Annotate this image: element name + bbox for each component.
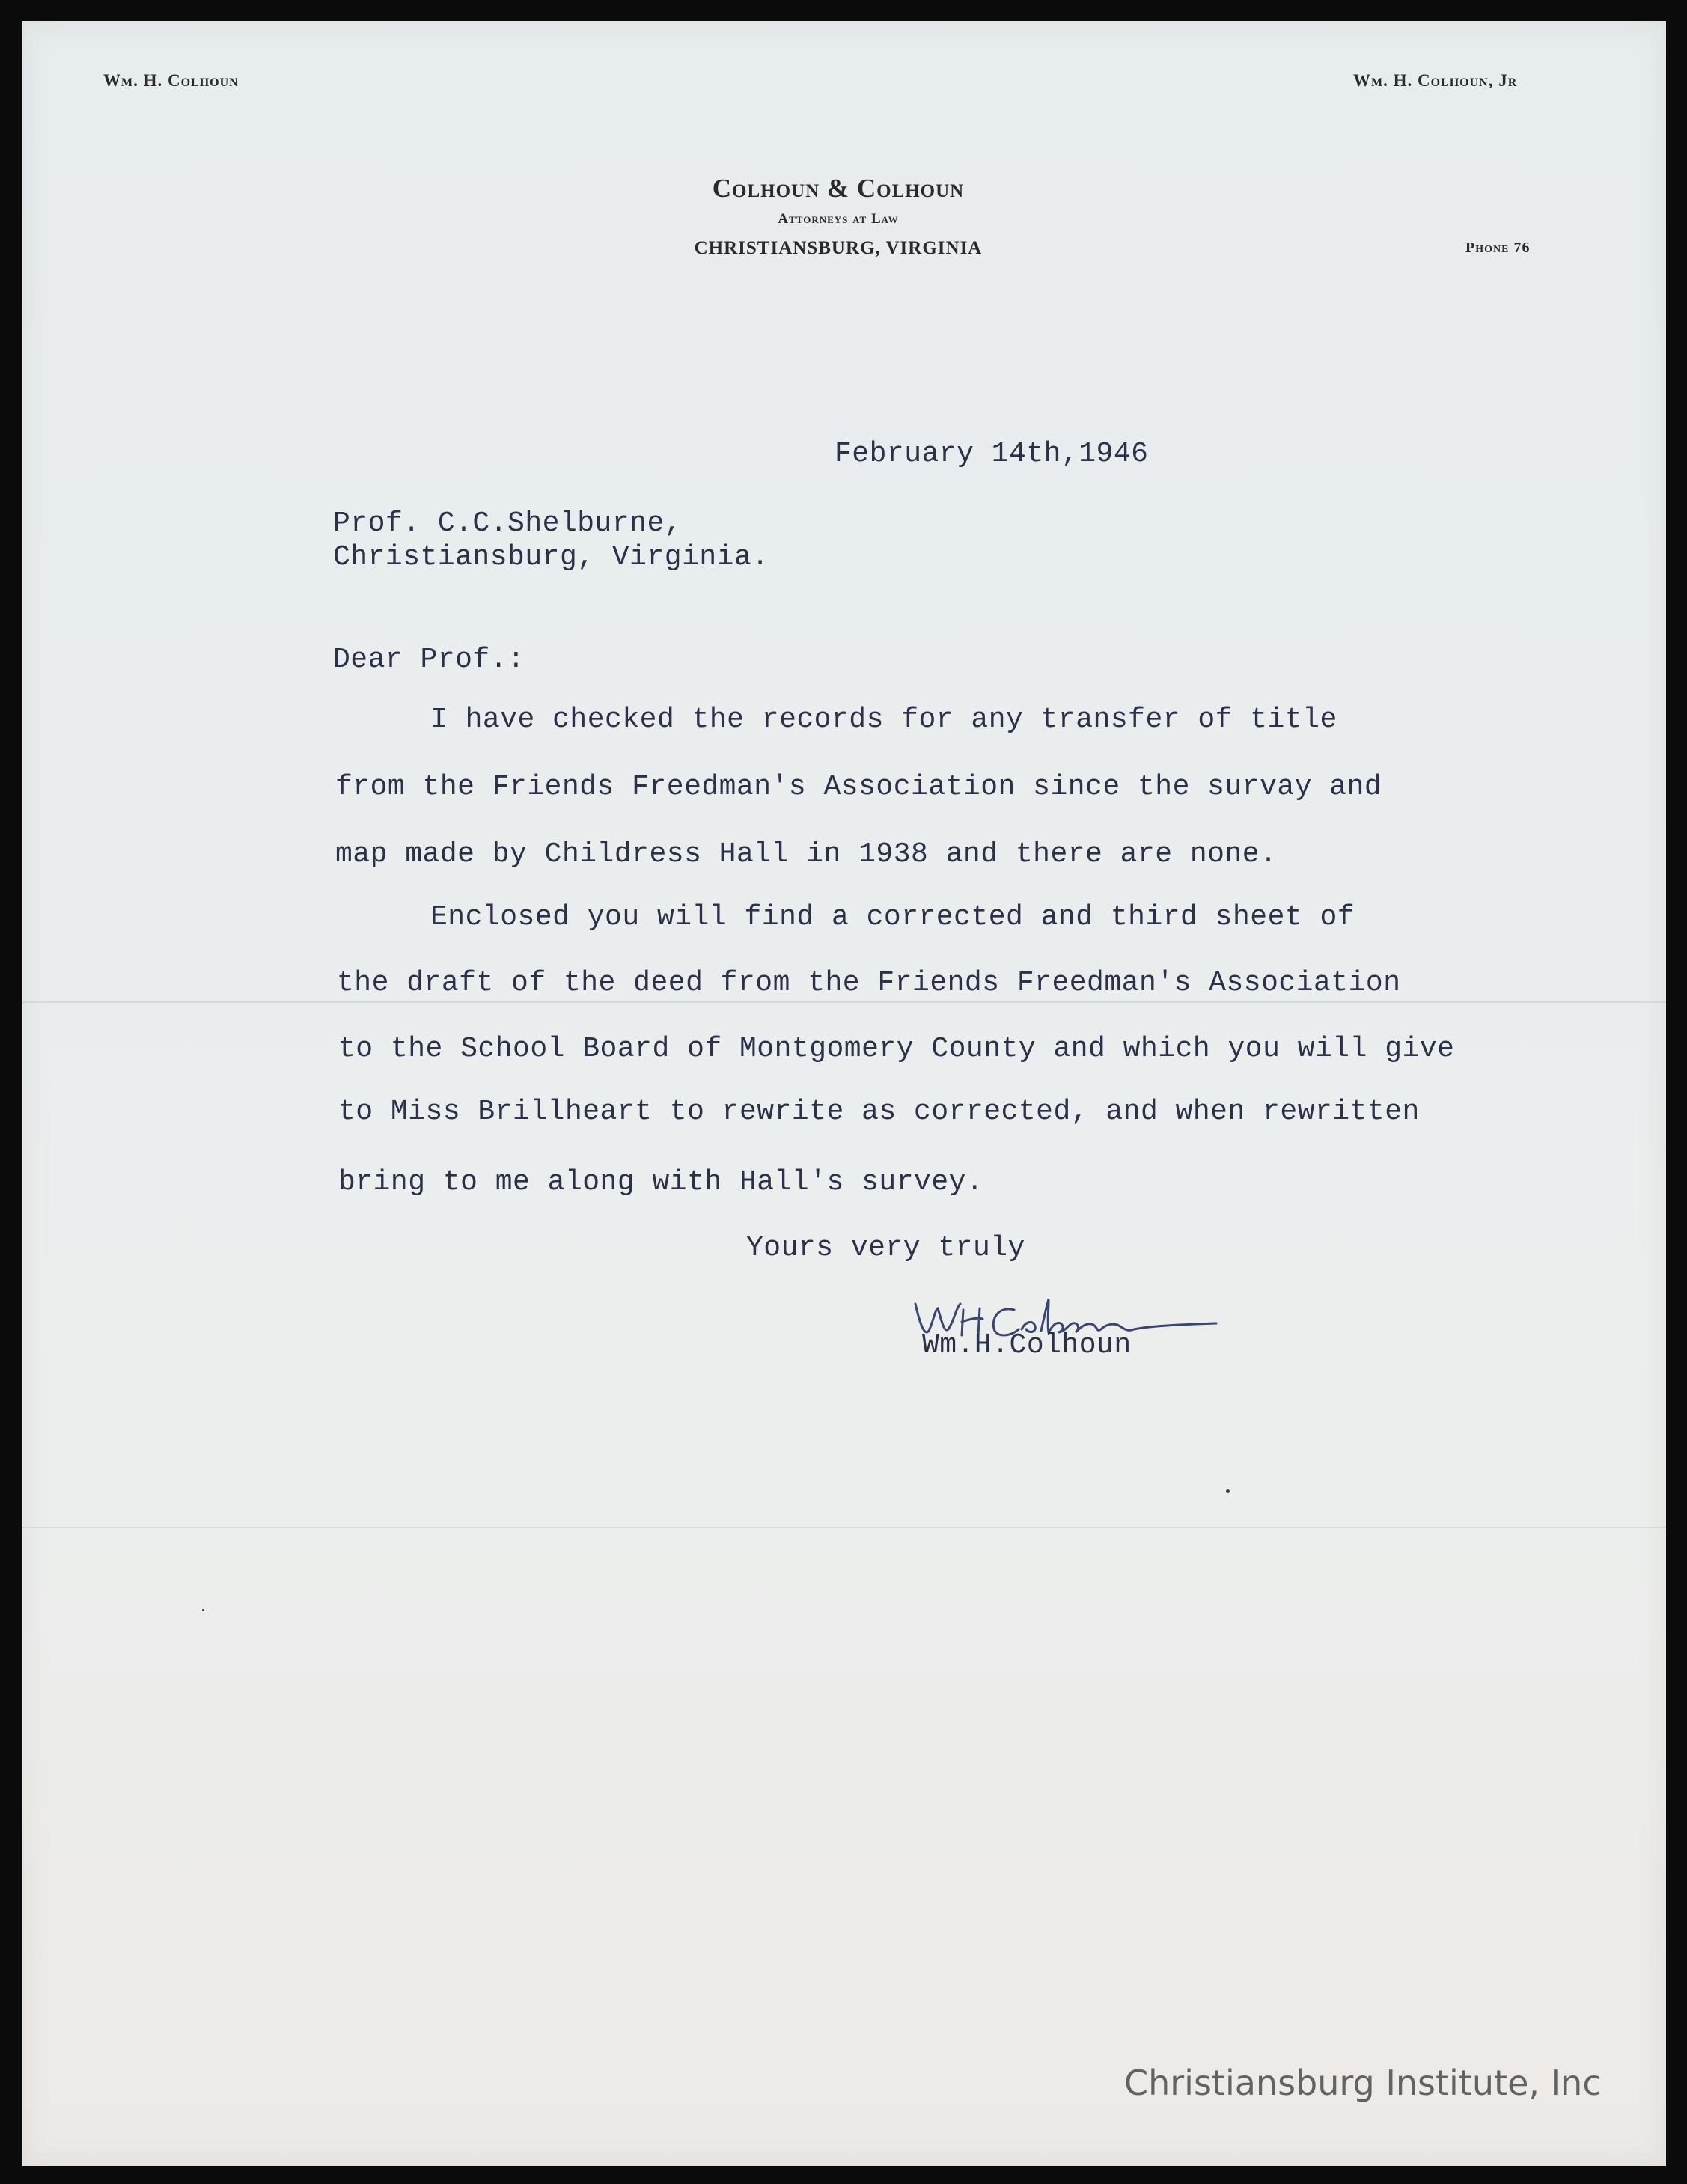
letterhead-subtitle: Attorneys at Law	[778, 211, 899, 227]
signer-name: Wm.H.Colhoun	[922, 1329, 1132, 1361]
salutation: Dear Prof.:	[333, 644, 525, 676]
letterhead-firm-name: Colhoun & Colhoun	[712, 174, 965, 203]
paper-crease	[22, 1527, 1666, 1528]
body-line: to the School Board of Montgomery County and which you will give	[338, 1033, 1455, 1065]
body-line: to Miss Brillheart to rewrite as corrected, and when rewritten	[338, 1096, 1420, 1128]
body-line: bring to me along with Hall's survey.	[338, 1166, 984, 1198]
paper-speck	[202, 1609, 204, 1611]
letterhead-partner-right: Wm. H. Colhoun, Jr	[1353, 71, 1518, 90]
closing: Yours very truly	[746, 1232, 1025, 1264]
watermark: Christiansburg Institute, Inc	[1124, 2063, 1602, 2103]
recipient-name: Prof. C.C.Shelburne,	[333, 507, 683, 540]
recipient-address: Christiansburg, Virginia.	[333, 541, 769, 573]
paper-speck	[1226, 1489, 1230, 1493]
body-line: Enclosed you will find a corrected and third sheet of	[430, 901, 1355, 933]
body-line: map made by Childress Hall in 1938 and there are none.	[335, 838, 1278, 870]
letterhead-location: CHRISTIANSBURG, VIRGINIA	[694, 238, 983, 258]
letter-page	[22, 21, 1666, 2166]
paper-crease	[22, 1001, 1666, 1003]
letterhead-partner-left: Wm. H. Colhoun	[103, 71, 239, 90]
letter-date: February 14th,1946	[835, 438, 1149, 470]
body-line: the draft of the deed from the Friends Freedman's Association	[337, 967, 1401, 999]
letterhead-phone: Phone 76	[1465, 240, 1531, 256]
body-line: from the Friends Freedman's Association since the survay and	[335, 771, 1382, 803]
body-line: I have checked the records for any transfer of title	[430, 704, 1337, 736]
